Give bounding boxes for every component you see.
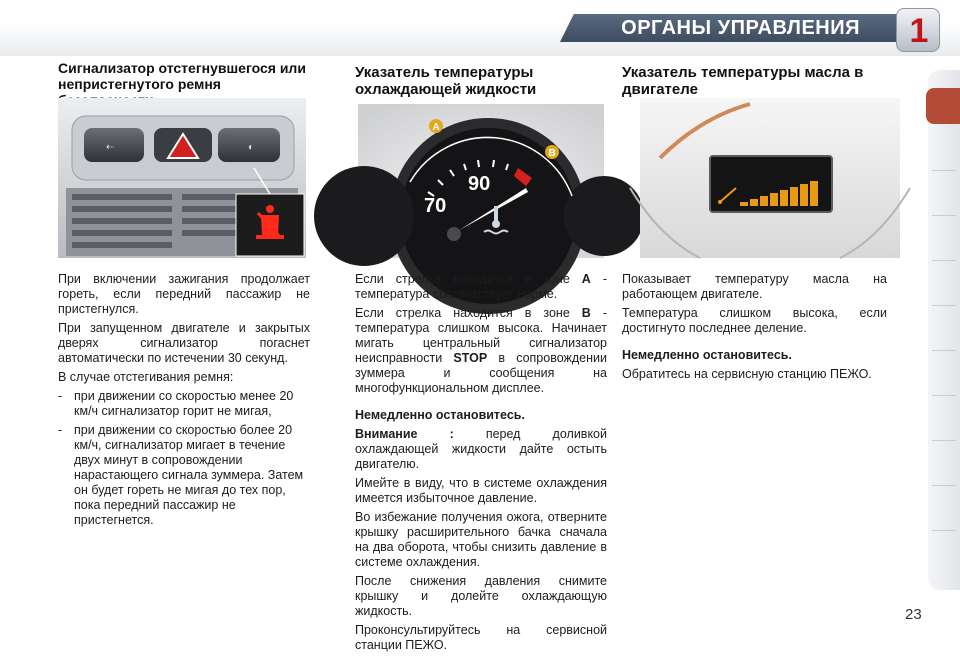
page-number: 23 — [905, 606, 922, 623]
paragraph: При включении зажигания продолжает гореть, если передний пассажир не пристегнулся. — [58, 272, 310, 316]
paragraph: Если стрелка находится в зоне B - температура слишком высока. Начинает мигать центральный сигнализатор неисправности STOP в сопровождении зуммера и сообщения на многофункциональном дисплее. — [355, 306, 608, 395]
paragraph: Имейте в виду, что в системе охлаждения имеется избыточное давление. — [355, 476, 607, 505]
gauge-tick-70: 70 — [424, 195, 447, 217]
section-coolant — [355, 64, 605, 98]
list-item: - при движении со скоростью более 20 км/ч, сигнализатор мигает в течение двух минут в сопровождении нарастающего сигнала зуммера. Затем он будет гореть не мигая до тех пор, пока передний пассажир не пристегнется. — [58, 423, 304, 527]
paragraph: Температура слишком высока, если достигнуто последнее деление. — [622, 306, 887, 335]
coolant-text — [355, 272, 607, 657]
heading-coolant: Указатель температуры охлаждающей жидкости — [355, 64, 537, 98]
section-oil — [622, 64, 912, 98]
oil-temp-display-photo — [640, 98, 900, 258]
zone-a-label: A — [432, 122, 440, 133]
chapter-badge — [896, 8, 940, 52]
heading-oil: Указатель температуры масла в двигателе — [622, 64, 864, 98]
paragraph: Во избежание получения ожога, отверните крышку расширительного бачка сначала на два оборота, чтобы снизить давление в системе охлаждения. — [355, 510, 607, 569]
coolant-gauge-photo — [358, 104, 604, 258]
tab-divider — [932, 215, 956, 216]
warning-stop: Немедленно остановитесь. — [355, 408, 525, 422]
page-title: ОРГАНЫ УПРАВЛЕНИЯ — [621, 17, 860, 39]
paragraph: После снижения давления снимите крышку и долейте охлаждающую жидкость. — [355, 574, 607, 618]
tab-divider — [932, 440, 956, 441]
svg-text:⇠: ⇠ — [106, 142, 115, 153]
paragraph: Показывает температуру масла на работающем двигателе. — [622, 272, 887, 301]
paragraph: Если стрелка находится в зоне A - температура соответствует норме. — [355, 272, 608, 301]
tab-divider — [932, 305, 956, 306]
gauge-tick-90: 90 — [468, 173, 491, 195]
tab-divider — [932, 395, 956, 396]
seatbelt-text — [58, 272, 310, 528]
tab-divider — [932, 530, 956, 531]
tab-divider — [932, 170, 956, 171]
chapter-tab-strip — [928, 70, 960, 590]
paragraph: Обратитесь на сервисную станцию ПЕЖО. — [622, 367, 872, 381]
paragraph: Проконсультируйтесь на сервисной станции ПЕЖО. — [355, 623, 607, 652]
seatbelt-warning-photo — [58, 98, 306, 258]
tab-divider — [932, 485, 956, 486]
warning-stop: Немедленно остановитесь. — [622, 348, 792, 362]
paragraph: При запущенном двигателе и закрытых дверях сигнализатор погаснет автоматически по истечении 30 секунд. — [58, 321, 310, 365]
heading-seatbelt: Сигнализатор отстегнувшегося или непристегнутого ремня — [58, 60, 306, 92]
zone-b-label: B — [548, 148, 556, 159]
chapter-number: 1 — [909, 12, 929, 50]
tab-divider — [932, 350, 956, 351]
paragraph: Внимание : перед доливкой охлаждающей жидкости дайте остыть двигателю. — [355, 427, 607, 471]
tab-divider — [932, 260, 956, 261]
chapter-tab-active[interactable] — [926, 88, 960, 124]
paragraph: В случае отстегивания ремня: — [58, 370, 234, 384]
list-item: - при движении со скоростью менее 20 км/ч сигнализатор горит не мигая, — [58, 389, 294, 418]
oil-text — [622, 272, 887, 386]
svg-text:◐: ◐ — [248, 142, 255, 153]
